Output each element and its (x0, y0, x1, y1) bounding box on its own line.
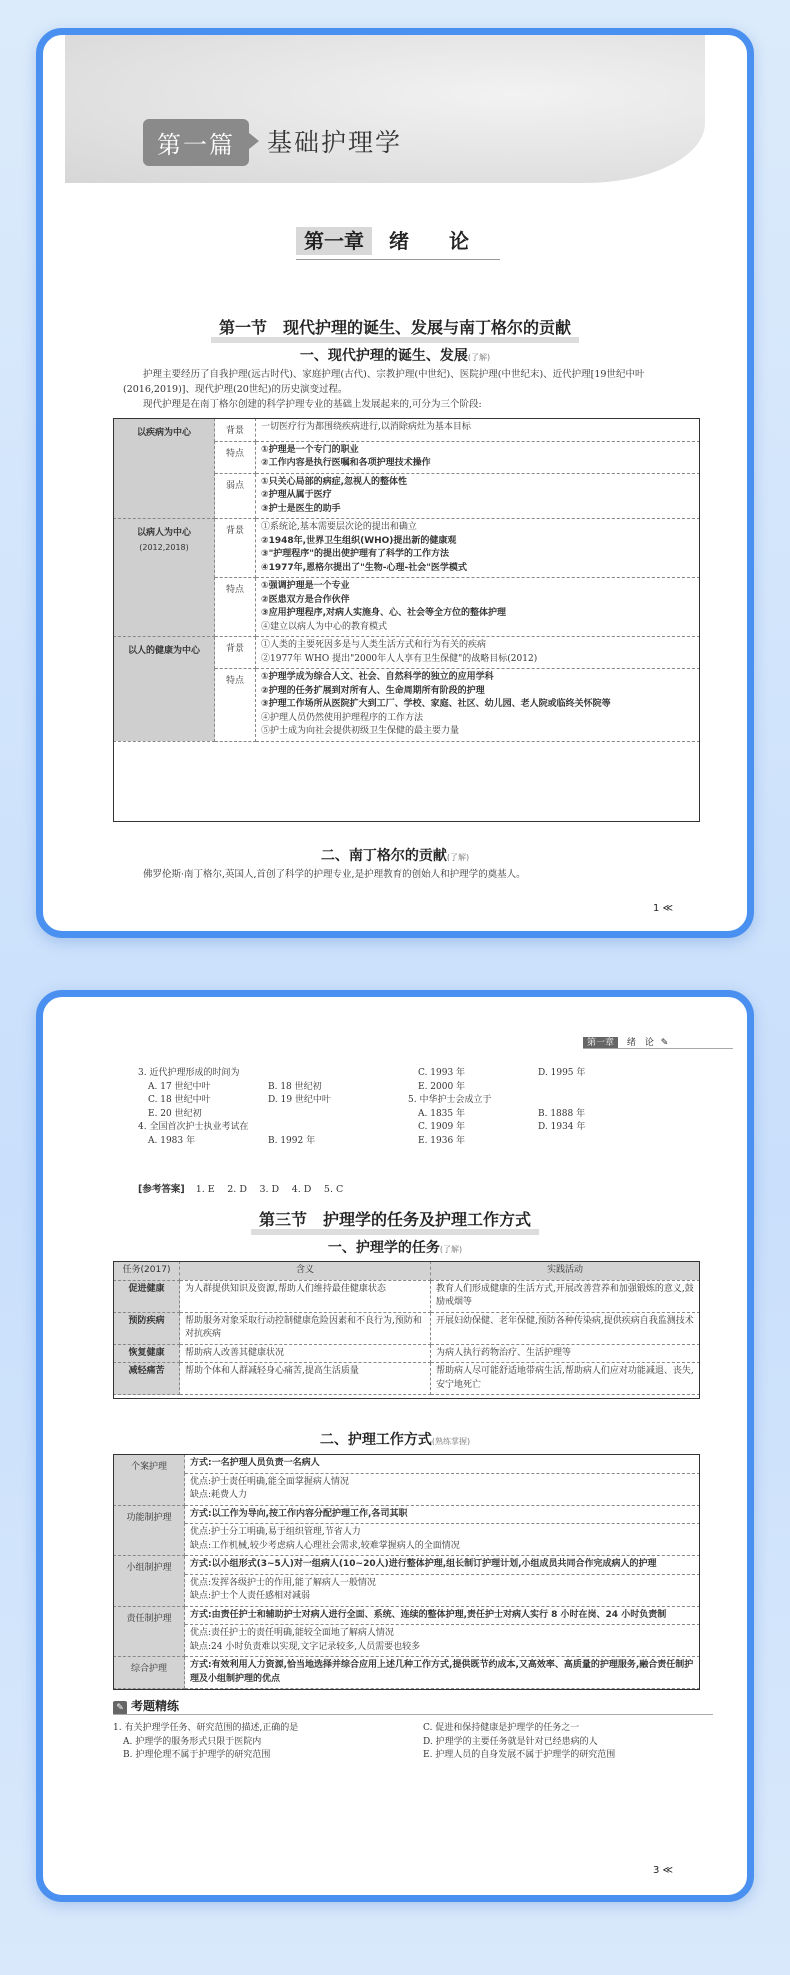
exam-line: C. 促进和保持健康是护理学的任务之一 (423, 1723, 580, 1733)
row-content (256, 441, 700, 473)
row-label: 弱点 (215, 473, 256, 519)
column-header: 实践活动 (431, 1262, 700, 1281)
mode-pros: 优点:护士分工明确,易于组织管理,节省人力 (190, 1527, 361, 1537)
mode-method: 方式:以小组形式(3~5人)对一组病人(10~20人)进行整体护理,组长制订护理计划,小组成员共同合作完成病人的护理 (185, 1556, 700, 1575)
table-row (114, 1312, 700, 1344)
row-content (256, 419, 700, 442)
content-line: ②1948年,世界卫生组织(WHO)提出新的健康观 (261, 535, 457, 546)
heading-1: 一、现代护理的诞生、发展(了解) (299, 348, 491, 364)
option: A. 17 世纪中叶 (148, 1081, 211, 1092)
task-practice: 开展妇幼保健、老年保健,预防各种传染病,提供疾病自我监测技术 (431, 1312, 700, 1344)
section-title-3: 第三节 护理学的任务及护理工作方式 (43, 1207, 747, 1230)
content-line: ④建立以病人为中心的教育模式 (261, 621, 388, 632)
option: B. 1888 年 (538, 1108, 586, 1119)
option: B. 1992 年 (268, 1135, 316, 1146)
column-header: 含义 (180, 1262, 431, 1281)
page-card-1 (36, 28, 754, 938)
option: D. 1934 年 (538, 1122, 586, 1132)
table-row (114, 1344, 700, 1363)
content-line: ②护理的任务扩展到对所有人、生命周期所有阶段的护理 (261, 685, 485, 696)
mode-pros: 优点:护士责任明确,能全面掌握病人情况 (190, 1476, 349, 1487)
task-name: 减轻痛苦 (114, 1363, 180, 1395)
chapter-title (296, 225, 469, 254)
paragraph-nightingale: 佛罗伦斯·南丁格尔,英国人,首创了科学的护理专业,是护理教育的创始人和护理学的奠基人。 (143, 869, 526, 880)
stage-name (114, 419, 215, 519)
stages-table (113, 418, 700, 742)
row-label: 特点 (215, 669, 256, 742)
table-row (114, 1524, 700, 1556)
page-number-3: 3 ≪ (653, 1865, 674, 1876)
answers-line: [参考答案] 1. E 2. D 3. D 4. D 5. C (138, 1184, 344, 1195)
part-title: 基础护理学 (267, 128, 403, 157)
content-line: ②1977年 WHO 提出"2000年人人享有卫生保健"的战略目标(2012) (261, 653, 538, 664)
task-practice: 教育人们形成健康的生活方式,开展改善营养和加强锻炼的意义,鼓励戒烟等 (431, 1280, 700, 1312)
table-row (114, 1505, 700, 1524)
paragraph-stages: 现代护理是在南丁格尔创建的科学护理专业的基础上发展起来的,可分为三个阶段: (143, 399, 482, 410)
option: D. 1995 年 (538, 1068, 586, 1078)
content-line: ③应用护理程序,对病人实施身、心、社会等全方位的整体护理 (261, 608, 507, 618)
mode-name: 小组制护理 (114, 1556, 185, 1607)
exam-line: A. 护理学的服务形式只限于医院内 (123, 1736, 262, 1747)
question-stem: 5. 中华护士会成立于 (408, 1095, 492, 1105)
content-line: ②工作内容是执行医嘱和各项护理技术操作 (261, 458, 431, 468)
table-row (114, 1606, 700, 1625)
row-label: 特点 (215, 441, 256, 473)
heading-2: 二、南丁格尔的贡献(了解) (320, 848, 470, 864)
option: A. 1835 年 (418, 1108, 465, 1119)
option-row (138, 1135, 398, 1149)
mode-name: 综合护理 (114, 1657, 185, 1689)
option: E. 20 世纪初 (148, 1108, 202, 1119)
table-header-row (114, 1262, 700, 1281)
mode-method: 方式:以工作为导向,按工作内容分配护理工作,各司其职 (185, 1505, 700, 1524)
content-line: ④1977年,恩格尔提出了"生物-心理-社会"医学模式 (261, 562, 467, 573)
heading-4: 二、护理工作方式(熟练掌握) (319, 1432, 471, 1448)
option: D. 19 世纪中叶 (268, 1095, 331, 1105)
mode-cons: 缺点:耗费人力 (190, 1490, 248, 1500)
exam-line: E. 护理人员的自身发展不属于护理学的研究范围 (423, 1750, 616, 1760)
page-number-1: 1 ≪ (653, 903, 674, 914)
option: E. 1936 年 (418, 1135, 466, 1146)
row-label: 特点 (215, 578, 256, 637)
question-stem: 3. 近代护理形成的时间为 (138, 1068, 240, 1078)
content-line: ①护理是一个专门的职业 (261, 444, 359, 455)
content-line: ③"护理程序"的提出使护理有了科学的工作方法 (261, 549, 449, 559)
content-line: ①强调护理是一个专业 (261, 581, 350, 591)
stage-label: 以人的健康为中心 (127, 646, 200, 656)
mode-cons: 缺点:护士个人责任感相对减弱 (190, 1591, 311, 1601)
questions-right (408, 1067, 668, 1148)
section-title-1: 第一节 现代护理的诞生、发展与南丁格尔的贡献 (43, 315, 747, 338)
mode-pros: 优点:发挥各级护士的作用,能了解病人一般情况 (190, 1577, 376, 1588)
tasks-table (113, 1261, 700, 1395)
table-row (114, 1657, 700, 1689)
option: C. 1993 年 (418, 1068, 466, 1078)
column-header: 任务(2017) (114, 1262, 180, 1281)
mode-cons: 缺点:24 小时负责难以实现,文字记录较多,人员需要也较多 (190, 1641, 421, 1652)
questions-left (138, 1067, 398, 1148)
row-label: 背景 (215, 419, 256, 442)
mode-pros-cons (185, 1574, 700, 1606)
stage-label: 以病人为中心 (136, 528, 191, 538)
mode-pros-cons (185, 1625, 700, 1657)
option: A. 1983 年 (148, 1135, 195, 1146)
task-meaning: 帮助个体和人群减轻身心痛苦,提高生活质量 (180, 1363, 431, 1395)
exam-questions-left (113, 1722, 403, 1763)
mode-pros-cons (185, 1524, 700, 1556)
option-row (138, 1081, 398, 1095)
content-line: ②医患双方是合作伙伴 (261, 594, 350, 605)
stage-name (114, 519, 215, 637)
option: C. 18 世纪中叶 (148, 1095, 211, 1105)
task-name: 恢复健康 (114, 1344, 180, 1363)
table-row (114, 1473, 700, 1505)
task-meaning: 帮助病人改善其健康状况 (180, 1344, 431, 1363)
task-practice: 为病人执行药物治疗、生活护理等 (431, 1344, 700, 1363)
mode-name: 个案护理 (114, 1455, 185, 1506)
content-line: ①系统论,基本需要层次论的提出和确立 (261, 522, 417, 532)
mode-method: 方式:由责任护士和辅助护士对病人进行全面、系统、连续的整体护理,责任护士对病人实行 8 小时在岗、24 小时负责制 (185, 1606, 700, 1625)
option-row (408, 1081, 668, 1095)
mode-pros: 优点:责任护士的责任明确,能较全面地了解病人情况 (190, 1628, 394, 1638)
task-meaning: 帮助服务对象采取行动控制健康危险因素和不良行为,预防和对抗疾病 (180, 1312, 431, 1344)
task-name: 预防疾病 (114, 1312, 180, 1344)
row-label: 背景 (215, 637, 256, 669)
row-content (256, 519, 700, 578)
task-practice: 帮助病人尽可能舒适地带病生活,帮助病人们应对功能减退、丧失,安宁地死亡 (431, 1363, 700, 1395)
exam-section-title: ✎ 考题精练 (113, 1697, 179, 1715)
content-line: 一切医疗行为都围绕疾病进行,以消除病灶为基本目标 (261, 422, 471, 432)
mode-name: 责任制护理 (114, 1606, 185, 1657)
exam-questions-right (413, 1722, 713, 1763)
option-row (138, 1108, 398, 1122)
part-tag: 第一篇 (143, 119, 249, 166)
content-line: ③护理工作场所从医院扩大到工厂、学校、家庭、社区、幼儿园、老人院或临终关怀院等 (261, 699, 611, 709)
page-card-2 (36, 990, 754, 1902)
option-row (408, 1121, 668, 1135)
table-row (114, 1574, 700, 1606)
table-row (114, 1363, 700, 1395)
pencil-icon: ✎ (113, 1701, 127, 1715)
table-row (114, 1455, 700, 1474)
table-row (114, 637, 700, 669)
chapter-tag: 第一章 (296, 227, 372, 255)
option-row (138, 1094, 398, 1108)
content-line: ④护理人员仍然使用护理程序的工作方法 (261, 712, 424, 723)
table-row (114, 1280, 700, 1312)
row-content (256, 578, 700, 637)
row-content (256, 637, 700, 669)
content-line: ⑤护士成为向社会提供初级卫生保健的最主要力量 (261, 726, 460, 736)
stage-note: (2012,2018) (139, 542, 189, 552)
content-line: ①人类的主要死因多是与人类生活方式和行为有关的疾病 (261, 640, 487, 650)
running-header: 第一章 绪 论 ✎ (583, 1035, 668, 1048)
modes-table (113, 1454, 700, 1689)
table-row (114, 419, 700, 442)
mode-cons: 缺点:工作机械,较少考虑病人心理社会需求,较难掌握病人的全面情况 (190, 1540, 460, 1551)
option-row (408, 1108, 668, 1122)
mode-pros-cons (185, 1473, 700, 1505)
paragraph-history: 护理主要经历了自我护理(远古时代)、家庭护理(古代)、宗教护理(中世纪)、医院护理(中世纪末)、近代护理[19世纪中叶(2016,2019)]、现代护理(20世纪)的历史演变过程。 (123, 369, 645, 395)
heading-3: 一、护理学的任务(了解) (327, 1240, 463, 1256)
question-stem: 4. 全国首次护士执业考试在 (138, 1122, 249, 1132)
table-row (114, 519, 700, 578)
book-icon: ✎ (660, 1038, 669, 1048)
option-row (408, 1135, 668, 1149)
row-label: 背景 (215, 519, 256, 578)
option-row (408, 1067, 668, 1081)
exam-line: D. 护理学的主要任务就是针对已经患病的人 (423, 1736, 598, 1747)
content-line: ②护理从属于医疗 (261, 490, 332, 500)
exam-line: 1. 有关护理学任务、研究范围的描述,正确的是 (113, 1723, 299, 1733)
option: B. 18 世纪初 (268, 1081, 322, 1092)
option: E. 2000 年 (418, 1081, 466, 1092)
content-line: ①只关心局部的病症,忽视人的整体性 (261, 476, 408, 487)
content-line: ①护理学成为综合人文、社会、自然科学的独立的应用学科 (261, 672, 494, 682)
mode-method: 方式:一名护理人员负责一名病人 (185, 1455, 700, 1474)
mode-name: 功能制护理 (114, 1505, 185, 1556)
stage-label: 以疾病为中心 (136, 428, 191, 438)
content-line: ③护士是医生的助手 (261, 503, 341, 514)
task-name: 促进健康 (114, 1280, 180, 1312)
exam-line: B. 护理伦理不属于护理学的研究范围 (123, 1750, 271, 1760)
mode-method: 方式:有效利用人力资源,恰当地选择并综合应用上述几种工作方式,提供既节约成本,又高效率、高质量的护理服务,融合责任制护理及小组制护理的优点 (185, 1657, 700, 1689)
task-meaning: 为人群提供知识及资源,帮助人们维持最佳健康状态 (180, 1280, 431, 1312)
chapter-name: 绪 论 (388, 229, 469, 253)
row-content (256, 473, 700, 519)
stage-name (114, 637, 215, 742)
table-row (114, 1625, 700, 1657)
table-row (114, 1556, 700, 1575)
option: C. 1909 年 (418, 1122, 466, 1132)
row-content (256, 669, 700, 742)
